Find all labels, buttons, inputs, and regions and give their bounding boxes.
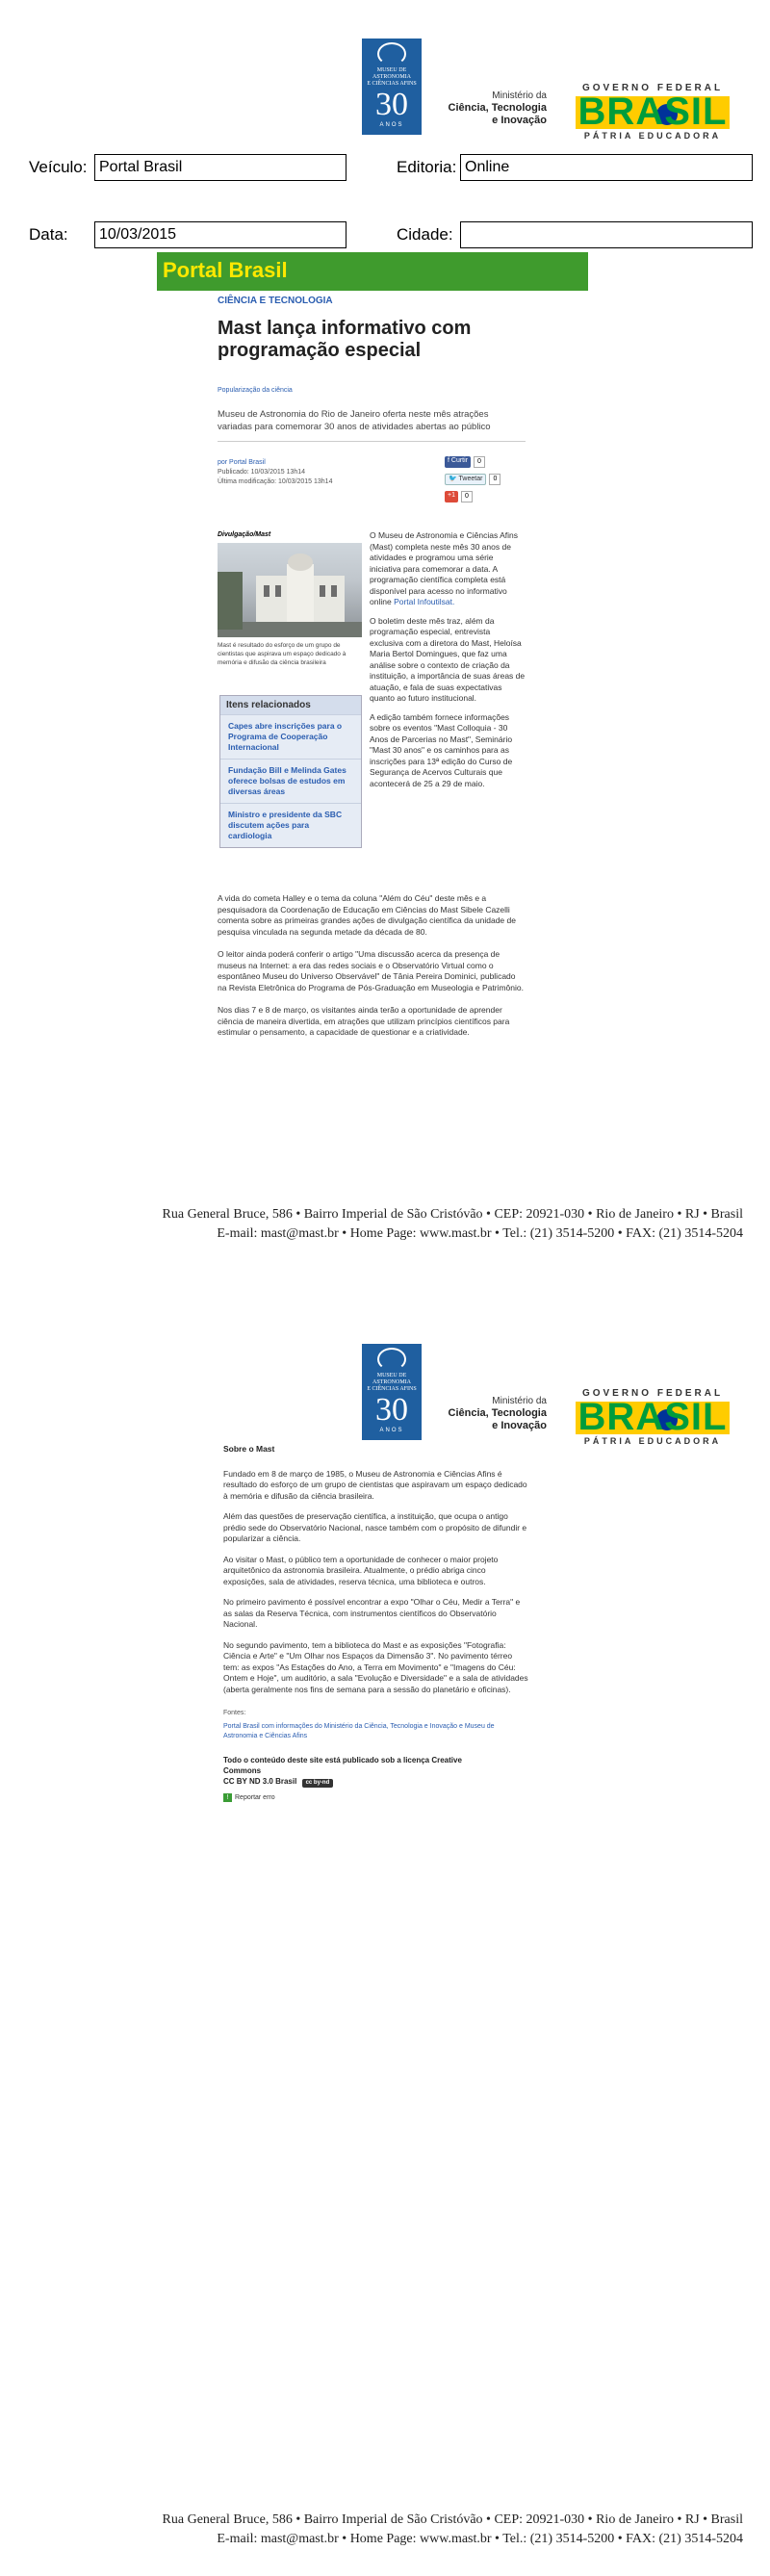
column-paragraph: O boletim deste mês traz, além da programação especial, entrevista exclusiva com a diretora do Mast, Heloísa Maria Bertol Domingues, que faz uma análise sobre o contexto de criação da instituição, a importância de suas áreas de atuação, e fala de suas expectativas quanto ao futuro institucional. — [370, 615, 526, 703]
footer-contact: E-mail: mast@mast.br • Home Page: www.mast.br • Tel.: (21) 3514-5200 • FAX: (21) 3514-5204 — [217, 2532, 743, 2546]
gp-count: 0 — [461, 491, 473, 502]
column-paragraph: A edição também fornece informações sobre os eventos "Mast Colloquia - 30 Anos de Parcerias no Mast", Seminário "Mast 30 anos" e os caminhos para as inscrições para 13ª edição do Curso de Segurança de Acervos Culturais que acontecerá de 25 a 29 de maio. — [370, 711, 513, 788]
section-label[interactable]: CIÊNCIA E TECNOLOGIA — [218, 296, 333, 306]
logo-number: 30 — [375, 87, 408, 122]
logo-name-line: E CIÊNCIAS AFINS — [367, 1386, 417, 1392]
window — [320, 585, 325, 597]
brasil-wordmark — [572, 1396, 733, 1438]
license-text — [223, 1755, 529, 1788]
footer-address: Rua General Bruce, 586 • Bairro Imperial de São Cristóvão • CEP: 20921-030 • Rio de Janeiro • RJ • Brasil — [162, 1207, 743, 1222]
facebook-like-button[interactable]: f Curtir — [445, 456, 471, 468]
tweet-button[interactable]: 🐦 Tweetar — [445, 474, 486, 485]
title-line: programação especial — [218, 340, 422, 361]
mast-30-anos-logo — [362, 1344, 422, 1440]
ministry-line: e Inovação — [492, 1420, 547, 1431]
brasil-wordmark — [572, 90, 733, 133]
license-line: CC BY ND 3.0 Brasil — [223, 1777, 297, 1786]
ministry-line: Ciência, Tecnologia — [448, 102, 547, 114]
gov-top-text: GOVERNO FEDERAL — [581, 1388, 724, 1399]
mast-swirl-icon — [377, 1348, 406, 1371]
logo-anos: ANOS — [379, 122, 404, 128]
report-error[interactable] — [223, 1793, 529, 1803]
related-item-link[interactable]: Capes abre inscrições para o Programa de Cooperação Internacional — [220, 714, 361, 759]
body-paragraph: O leitor ainda poderá conferir o artigo "Uma discussão acerca da presença de museus na Internet: a era das redes sociais e o Observatório Virtual como o espontâneo Museu do Universo Observável" de Tânia Pereira Dominici, publicado na Revista Eletrônica do Programa de Pós-Graduação em Museologia e Patrimônio. — [218, 949, 524, 992]
body-paragraph: Ao visitar o Mast, o público tem a oportunidade de conhecer o maior projeto arquitetônico da astronomia brasileira. Atualmente, o prédio abriga cinco exposições, sala de atividades, reserva técnica, uma biblioteca e outros. — [223, 1554, 499, 1586]
tag-link[interactable]: Popularização da ciência — [218, 387, 293, 394]
sobre-o-mast-section — [223, 1444, 529, 1803]
body-paragraph: No segundo pavimento, tem a biblioteca do Mast e as exposições "Fotografia: Ciência e Arte" e "Um Olhar nos Espaços da Dimensão 3". No pavimento térreo tem: as expos "As Estações do Ano, a Terra em Movimento" e "Imagens do Céu: Ontem e Hoje", um auditório, a sala "Evolução e Diversidade" e a sala de atividades (aberta geralmente nos fins de semana para a sessão do planetário e oficinas). — [223, 1639, 528, 1694]
lead-line: variadas para comemorar 30 anos de atividades abertas ao público — [218, 422, 491, 432]
mast-swirl-icon — [377, 42, 406, 65]
report-icon: ! — [223, 1793, 232, 1802]
governo-federal-logo — [572, 1388, 733, 1446]
mast-logo-name — [362, 1373, 422, 1393]
license-line: Todo o conteúdo deste site está publicado sob a licença Creative — [223, 1756, 462, 1765]
column-paragraph — [370, 530, 526, 608]
data-field[interactable]: 10/03/2015 — [94, 221, 346, 248]
body-paragraph: Além das questões de preservação científica, a instituição, que ocupa o antigo prédio sede do Observatório Nacional, nasce também com o propósito de difundir e popularizar a ciência. — [223, 1511, 527, 1543]
share-buttons — [445, 456, 526, 502]
related-items-box — [219, 695, 362, 848]
article-meta — [218, 458, 332, 487]
dome — [288, 554, 313, 571]
report-label: Reportar erro — [235, 1794, 275, 1801]
tw-count: 0 — [489, 474, 500, 485]
cidade-field[interactable] — [460, 221, 753, 248]
related-item-link[interactable]: Ministro e presidente da SBC discutem ações para cardiologia — [220, 803, 361, 847]
published-date: Publicado: 10/03/2015 13h14 — [218, 469, 306, 476]
data-label: Data: — [29, 225, 68, 244]
portal-brasil-banner: Portal Brasil — [157, 252, 588, 291]
photo-caption: Mast é resultado do esforço de um grupo de cientistas que aspirava um espaço dedicado à memória e difusão da ciência brasileira — [218, 642, 346, 666]
ministry-line: e Inovação — [492, 115, 547, 126]
ministry-label — [437, 90, 547, 127]
ministry-label — [437, 1396, 547, 1432]
photo-credit: Divulgação/Mast — [218, 531, 271, 538]
fontes-label: Fontes: — [223, 1710, 246, 1716]
gov-bottom-text: PÁTRIA EDUCADORA — [583, 1436, 722, 1446]
window — [275, 585, 281, 597]
mast-logo-name — [362, 67, 422, 88]
mast-30-anos-logo — [362, 39, 422, 135]
author-link[interactable]: por Portal Brasil — [218, 459, 266, 466]
editoria-field[interactable]: Online — [460, 154, 753, 181]
article-lead — [218, 408, 526, 433]
museum-building-photo — [218, 543, 362, 637]
logo-name-line: ASTRONOMIA — [372, 74, 411, 80]
lead-line: Museu de Astronomia do Rio de Janeiro oferta neste mês atrações — [218, 409, 489, 420]
article-column — [370, 530, 526, 789]
fontes-text[interactable]: Portal Brasil com informações do Ministério da Ciência, Tecnologia e Inovação e Museu de Astronomia e Ciências Afins — [223, 1723, 495, 1739]
ministry-line: Ministério da — [492, 90, 547, 101]
related-item-link[interactable]: Fundação Bill e Melinda Gates oferece bolsas de estudos em diversas áreas — [220, 759, 361, 803]
gov-bottom-text: PÁTRIA EDUCADORA — [583, 131, 722, 141]
body-paragraph: Fundado em 8 de março de 1985, o Museu de Astronomia e Ciências Afins é resultado do esforço de um grupo de cientistas que aspiravam um espaço dedicado à memória e difusão da ciência brasileira. — [223, 1468, 527, 1501]
gov-top-text: GOVERNO FEDERAL — [581, 83, 724, 93]
fb-label: Curtir — [450, 457, 469, 464]
footer-address: Rua General Bruce, 586 • Bairro Imperial de São Cristóvão • CEP: 20921-030 • Rio de Janeiro • RJ • Brasil — [162, 2512, 743, 2527]
window — [331, 585, 337, 597]
body-paragraph: Nos dias 7 e 8 de março, os visitantes ainda terão a oportunidade de aprender ciência de maneira divertida, em atrações que utilizam princípios científicos para estimular o pensamento, a capacidade de questionar e a criatividade. — [218, 1005, 510, 1037]
governo-federal-logo — [572, 83, 733, 141]
gplus-button[interactable]: +1 — [445, 491, 458, 502]
logo-name-line: ASTRONOMIA — [372, 1379, 411, 1385]
body-paragraph: No primeiro pavimento é possível encontrar a expo "Olhar o Céu, Medir a Terra" e as salas da Reserva Técnica, com instrumentos científicos do Observatório Nacional. — [223, 1597, 521, 1629]
cidade-label: Cidade: — [397, 225, 453, 244]
ministry-line: Ministério da — [492, 1396, 547, 1406]
article-body — [218, 893, 526, 1039]
divider — [218, 441, 526, 442]
logo-name-line: MUSEU DE — [376, 1373, 407, 1378]
infoutilsat-link[interactable]: Portal Infoutilsat. — [394, 597, 455, 606]
related-heading: Itens relacionados — [220, 696, 361, 714]
editoria-label: Editoria: — [397, 158, 457, 176]
title-line: Mast lança informativo com — [218, 318, 472, 339]
footer-contact: E-mail: mast@mast.br • Home Page: www.mast.br • Tel.: (21) 3514-5200 • FAX: (21) 3514-5204 — [217, 1226, 743, 1241]
brasil-text: BRASIL — [578, 1396, 728, 1438]
paragraph-text: O Museu de Astronomia e Ciências Afins (Mast) completa neste mês 30 anos de atividades e programou uma série iniciativa para comemorar a data. A programação científica completa está disponível para acesso no informativo online — [370, 530, 519, 606]
fb-count: 0 — [474, 456, 485, 468]
brasil-text: BRASIL — [578, 90, 728, 133]
tree — [218, 572, 243, 630]
cc-badge[interactable]: cc by-nd — [302, 1779, 334, 1788]
tw-label: Tweetar — [458, 476, 483, 482]
modified-date: Última modificação: 10/03/2015 13h14 — [218, 478, 333, 485]
veiculo-label: Veículo: — [29, 158, 88, 176]
logo-number: 30 — [375, 1392, 408, 1428]
license-line: Commons — [223, 1766, 262, 1775]
article-title — [218, 318, 526, 362]
window — [264, 585, 270, 597]
veiculo-field[interactable]: Portal Brasil — [94, 154, 346, 181]
ministry-line: Ciência, Tecnologia — [448, 1407, 547, 1419]
building-illustration — [218, 543, 362, 637]
body-paragraph: A vida do cometa Halley e o tema da coluna "Além do Céu" deste mês e a pesquisadora da Coordenação de Educação em Ciências do Mast Sibele Cazelli comenta sobre as primeiras grandes ações de divulgação científica da unidade de pesquisa vinculada na segunda metade da década de 80. — [218, 893, 516, 937]
logo-name-line: E CIÊNCIAS AFINS — [367, 81, 417, 87]
section-heading: Sobre o Mast — [223, 1444, 275, 1454]
logo-name-line: MUSEU DE — [376, 67, 407, 73]
building-tower — [287, 564, 314, 622]
logo-anos: ANOS — [379, 1428, 404, 1433]
